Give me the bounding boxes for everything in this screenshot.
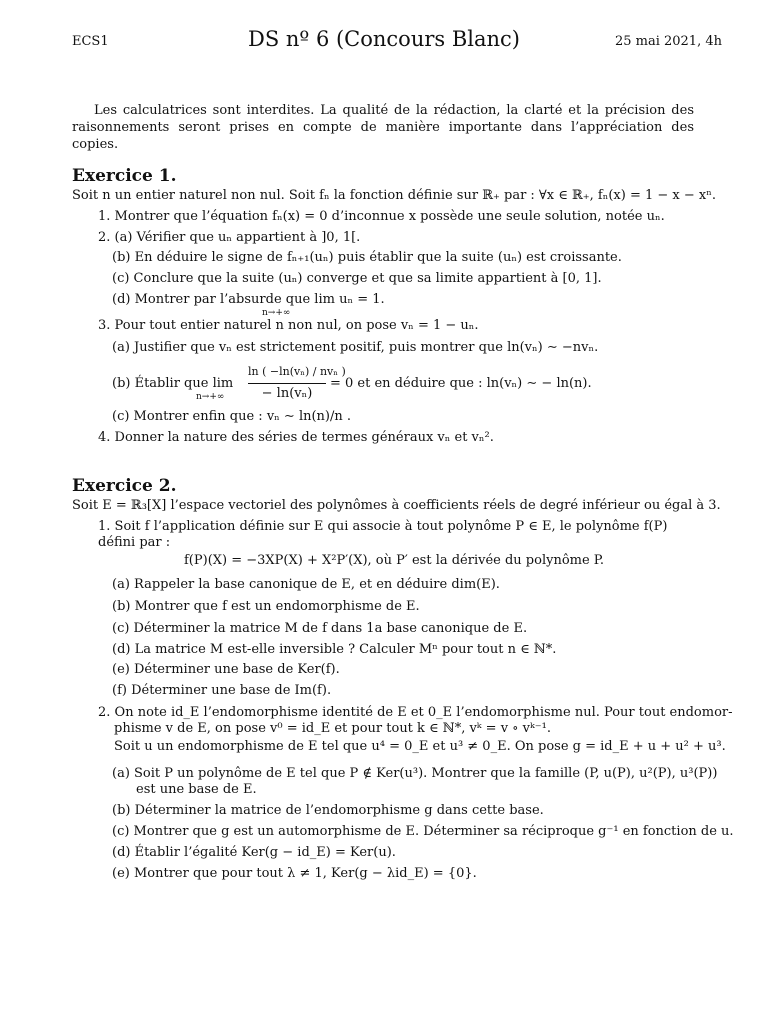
ex2-formula: f(P)(X) = −3XP(X) + X²P′(X), où P′ est la dérivée du polynôme P. [184,553,605,568]
ex2-question-1: 1. Soit f l’application définie sur E qui associe à tout polynôme P ∈ E, le polynôme f(P) défini par : [98,519,668,550]
ex1-question-4: 4. Donner la nature des séries de termes généraux vₙ et vₙ². [98,430,494,445]
ex2-question-1b: (b) Montrer que f est un endomorphisme de E. [112,599,420,614]
instructions: Les calculatrices sont interdites. La qualité de la rédaction, la clarté et la précision des raisonnements seront prises en compte de manière importante dans l’appréciation des copies. [72,103,694,152]
exam-title: DS nº 6 (Concours Blanc) [247,27,520,51]
fraction-bar [248,383,326,384]
ex1-question-3c: (c) Montrer enfin que : vₙ ∼ ln(n)/n . [112,409,352,424]
ex1-question-2a: 2. (a) Vérifier que uₙ appartient à ]0, 1[. [98,230,361,245]
ex1-question-2c: (c) Conclure que la suite (uₙ) converge et que sa limite appartient à [0, 1]. [112,271,602,286]
exercise-2-statement: Soit E = ℝ₃[X] l’espace vectoriel des polynômes à coefficients réels de degré inférieur ou égal à 3. [72,498,721,513]
ex2-question-2c: (c) Montrer que g est un automorphisme de E. Déterminer sa réciproque g⁻¹ en fonction de u. [112,824,734,839]
ex2-question-2-line1: 2. On note id_E l’endomorphisme identité de E et 0_E l’endomorphisme nul. Pour tout endomor- [98,705,733,720]
exercise-1-statement: Soit n un entier naturel non nul. Soit fₙ la fonction définie sur ℝ₊ par : ∀x ∈ ℝ₊, fₙ(x) = 1 − x − xⁿ. [72,188,716,203]
ex2-question-2a-line1: (a) Soit P un polynôme de E tel que P ∉ Ker(u³). Montrer que la famille (P, u(P), u²(P), u³(P)) [112,766,718,781]
ex2-question-1a: (a) Rappeler la base canonique de E, et en déduire dim(E). [112,577,500,592]
ex1-question-2d: (d) Montrer par l’absurde que lim uₙ = 1. [112,292,385,307]
ex2-question-1f: (f) Déterminer une base de Im(f). [112,683,332,698]
ex1-question-3b-numerator: ln ( −ln(vₙ) / nvₙ ) [248,365,346,378]
ex1-question-3b-denominator: − ln(vₙ) [261,386,313,401]
ex2-question-1d: (d) La matrice M est-elle inversible ? Calculer Mⁿ pour tout n ∈ ℕ*. [112,642,557,657]
ex1-question-3: 3. Pour tout entier naturel n non nul, on pose vₙ = 1 − uₙ. [98,318,479,333]
ex1-question-3b-start: (b) Établir que lim [112,376,234,391]
ex2-question-1e: (e) Déterminer une base de Ker(f). [112,662,340,677]
ex1-question-2b: (b) En déduire le signe de fₙ₊₁(uₙ) puis établir que la suite (uₙ) est croissante. [112,250,622,265]
exam-date: 25 mai 2021, 4h [614,34,722,49]
ex2-question-1c: (c) Déterminer la matrice M de f dans 1a base canonique de E. [112,621,528,636]
exercise-2-title: Exercice 2. [72,476,177,496]
ex2-question-2-line3: Soit u un endomorphisme de E tel que u⁴ = 0_E et u³ ≠ 0_E. On pose g = id_E + u + u² + u³. [114,739,726,754]
ex2-question-2d: (d) Établir l’égalité Ker(g − id_E) = Ker(u). [112,845,396,860]
ex1-question-1: 1. Montrer que l’équation fₙ(x) = 0 d’inconnue x possède une seule solution, notée uₙ. [98,209,665,224]
exercise-1-title: Exercice 1. [72,166,177,186]
ex1-question-2d-limit: n→+∞ [262,308,291,318]
ex2-question-2-line2: phisme v de E, on pose v⁰ = id_E et pour tout k ∈ ℕ*, vᵏ = v ∘ vᵏ⁻¹. [114,721,551,736]
class-label: ECS1 [72,34,109,49]
ex1-question-3b-limit: n→+∞ [196,392,225,402]
ex2-question-2a-line2: est une base de E. [136,782,257,797]
ex2-question-2b: (b) Déterminer la matrice de l’endomorphisme g dans cette base. [112,803,544,818]
ex1-question-3b-end: = 0 et en déduire que : ln(vₙ) ∼ − ln(n). [330,376,592,391]
ex2-question-2e: (e) Montrer que pour tout λ ≠ 1, Ker(g − λid_E) = {0}. [112,866,477,881]
ex1-question-3a: (a) Justifier que vₙ est strictement positif, puis montrer que ln(vₙ) ∼ −nvₙ. [112,340,599,355]
